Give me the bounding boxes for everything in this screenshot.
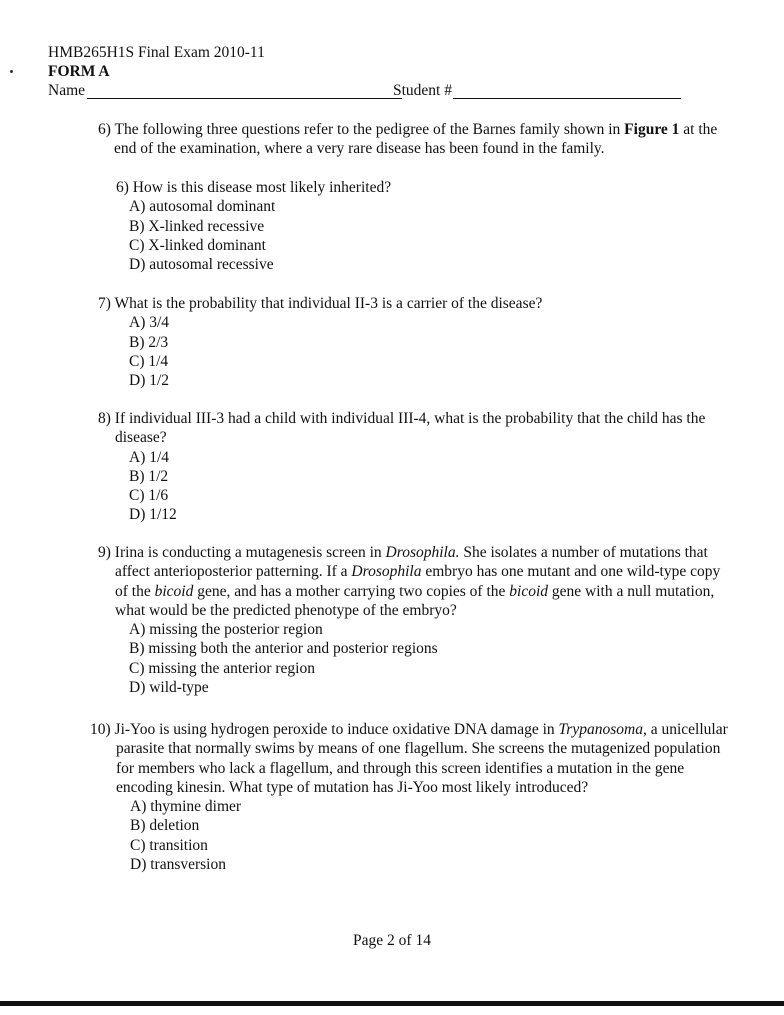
question-text: of the xyxy=(115,582,155,600)
question-7 xyxy=(98,294,718,390)
question-text-cont xyxy=(98,562,728,581)
question-text: , a unicellular xyxy=(642,721,728,738)
question-text-cont: encoding kinesin. What type of mutation has Ji-Yoo most likely introduced? xyxy=(116,778,589,796)
form-label: FORM A xyxy=(48,63,110,80)
question-stem xyxy=(116,178,716,197)
question-text: What is the probability that individual II-3 is a carrier of the disease? xyxy=(114,295,543,312)
answer-option: B) missing both the anterior and posterior regions xyxy=(129,640,438,658)
answer-option: D) 1/2 xyxy=(129,372,170,390)
answer-option: D) wild-type xyxy=(129,679,209,697)
question-9 xyxy=(98,543,728,697)
question-stem xyxy=(90,720,730,739)
question-text: How is this disease most likely inherited? xyxy=(132,179,392,196)
question-text: affect anterioposterior patterning. If a xyxy=(115,563,352,581)
intro-line-1 xyxy=(98,120,718,139)
student-number-blank-line xyxy=(453,98,681,99)
answer-option: C) 1/4 xyxy=(129,352,169,370)
name-blank-line xyxy=(87,98,402,99)
gene-name: bicoid xyxy=(154,582,194,600)
question-text-cont: what would be the predicted phenotype of the embryo? xyxy=(115,601,457,619)
answer-option: C) transition xyxy=(130,836,208,854)
question-group-intro xyxy=(98,120,718,159)
question-text: If individual III-3 had a child with individual III-4, what is the probability that the child has the xyxy=(114,410,706,427)
answer-option: A) autosomal dominant xyxy=(129,198,276,216)
question-number: 7) xyxy=(98,295,111,312)
question-text: She isolates a number of mutations that xyxy=(459,544,708,561)
question-stem xyxy=(98,294,718,313)
question-number: 6) xyxy=(116,179,129,196)
species-name: Drosophila xyxy=(351,563,422,581)
answer-option: B) X-linked recessive xyxy=(129,217,265,235)
species-name: Drosophila. xyxy=(385,544,460,561)
intro-line-2: end of the examination, where a very rare disease has been found in the family. xyxy=(114,140,605,158)
question-text-cont: for members who lack a flagellum, and through this screen identifies a mutation in the gene xyxy=(116,759,685,777)
answer-option: A) 1/4 xyxy=(129,448,170,466)
answer-option: B) 1/2 xyxy=(129,467,169,485)
answer-option: D) transversion xyxy=(130,856,226,874)
question-text: Ji-Yoo is using hydrogen peroxide to induce oxidative DNA damage in xyxy=(114,721,559,738)
answer-option: C) 1/6 xyxy=(129,487,169,505)
figure-reference: Figure 1 xyxy=(624,121,680,138)
question-number: 8) xyxy=(98,410,111,427)
answer-option: D) 1/12 xyxy=(129,506,177,524)
page-number: Page 2 of 14 xyxy=(353,932,431,949)
answer-option: A) 3/4 xyxy=(129,314,170,332)
name-label: Name xyxy=(48,82,86,99)
scan-speck xyxy=(10,70,13,73)
species-name: Trypanosoma xyxy=(558,721,643,738)
question-text-cont: parasite that normally swims by means of one flagellum. She screens the mutagenized population xyxy=(116,740,721,758)
gene-name: bicoid xyxy=(509,582,549,600)
answer-option: D) autosomal recessive xyxy=(129,256,274,274)
answer-option: C) missing the anterior region xyxy=(129,659,315,677)
question-text: gene with a null mutation, xyxy=(548,582,715,600)
question-number: 10) xyxy=(90,721,111,738)
question-text-cont xyxy=(98,582,728,601)
answer-option: B) 2/3 xyxy=(129,333,169,351)
intro-text: The following three questions refer to the pedigree of the Barnes family shown in xyxy=(114,121,625,138)
question-stem xyxy=(98,409,718,428)
intro-number: 6) xyxy=(98,121,111,138)
answer-option: C) X-linked dominant xyxy=(129,236,266,254)
intro-text-tail: at the xyxy=(679,121,718,138)
course-title: HMB265H1S Final Exam 2010-11 xyxy=(48,44,265,61)
question-10 xyxy=(90,720,730,874)
answer-option: B) deletion xyxy=(130,817,200,835)
question-stem xyxy=(98,543,728,562)
question-number: 9) xyxy=(98,544,111,561)
student-number-label: Student # xyxy=(393,82,452,99)
answer-option: A) thymine dimer xyxy=(130,798,242,816)
question-text-cont: disease? xyxy=(115,429,167,447)
answer-option: A) missing the posterior region xyxy=(129,621,323,639)
question-text: Irina is conducting a mutagenesis screen in xyxy=(114,544,386,561)
question-text: gene, and has a mother carrying two copies of the xyxy=(193,582,510,600)
question-text: embryo has one mutant and one wild-type copy xyxy=(421,563,721,581)
question-6 xyxy=(116,178,716,274)
page-bottom-rule xyxy=(0,1001,784,1006)
question-8 xyxy=(98,409,718,525)
